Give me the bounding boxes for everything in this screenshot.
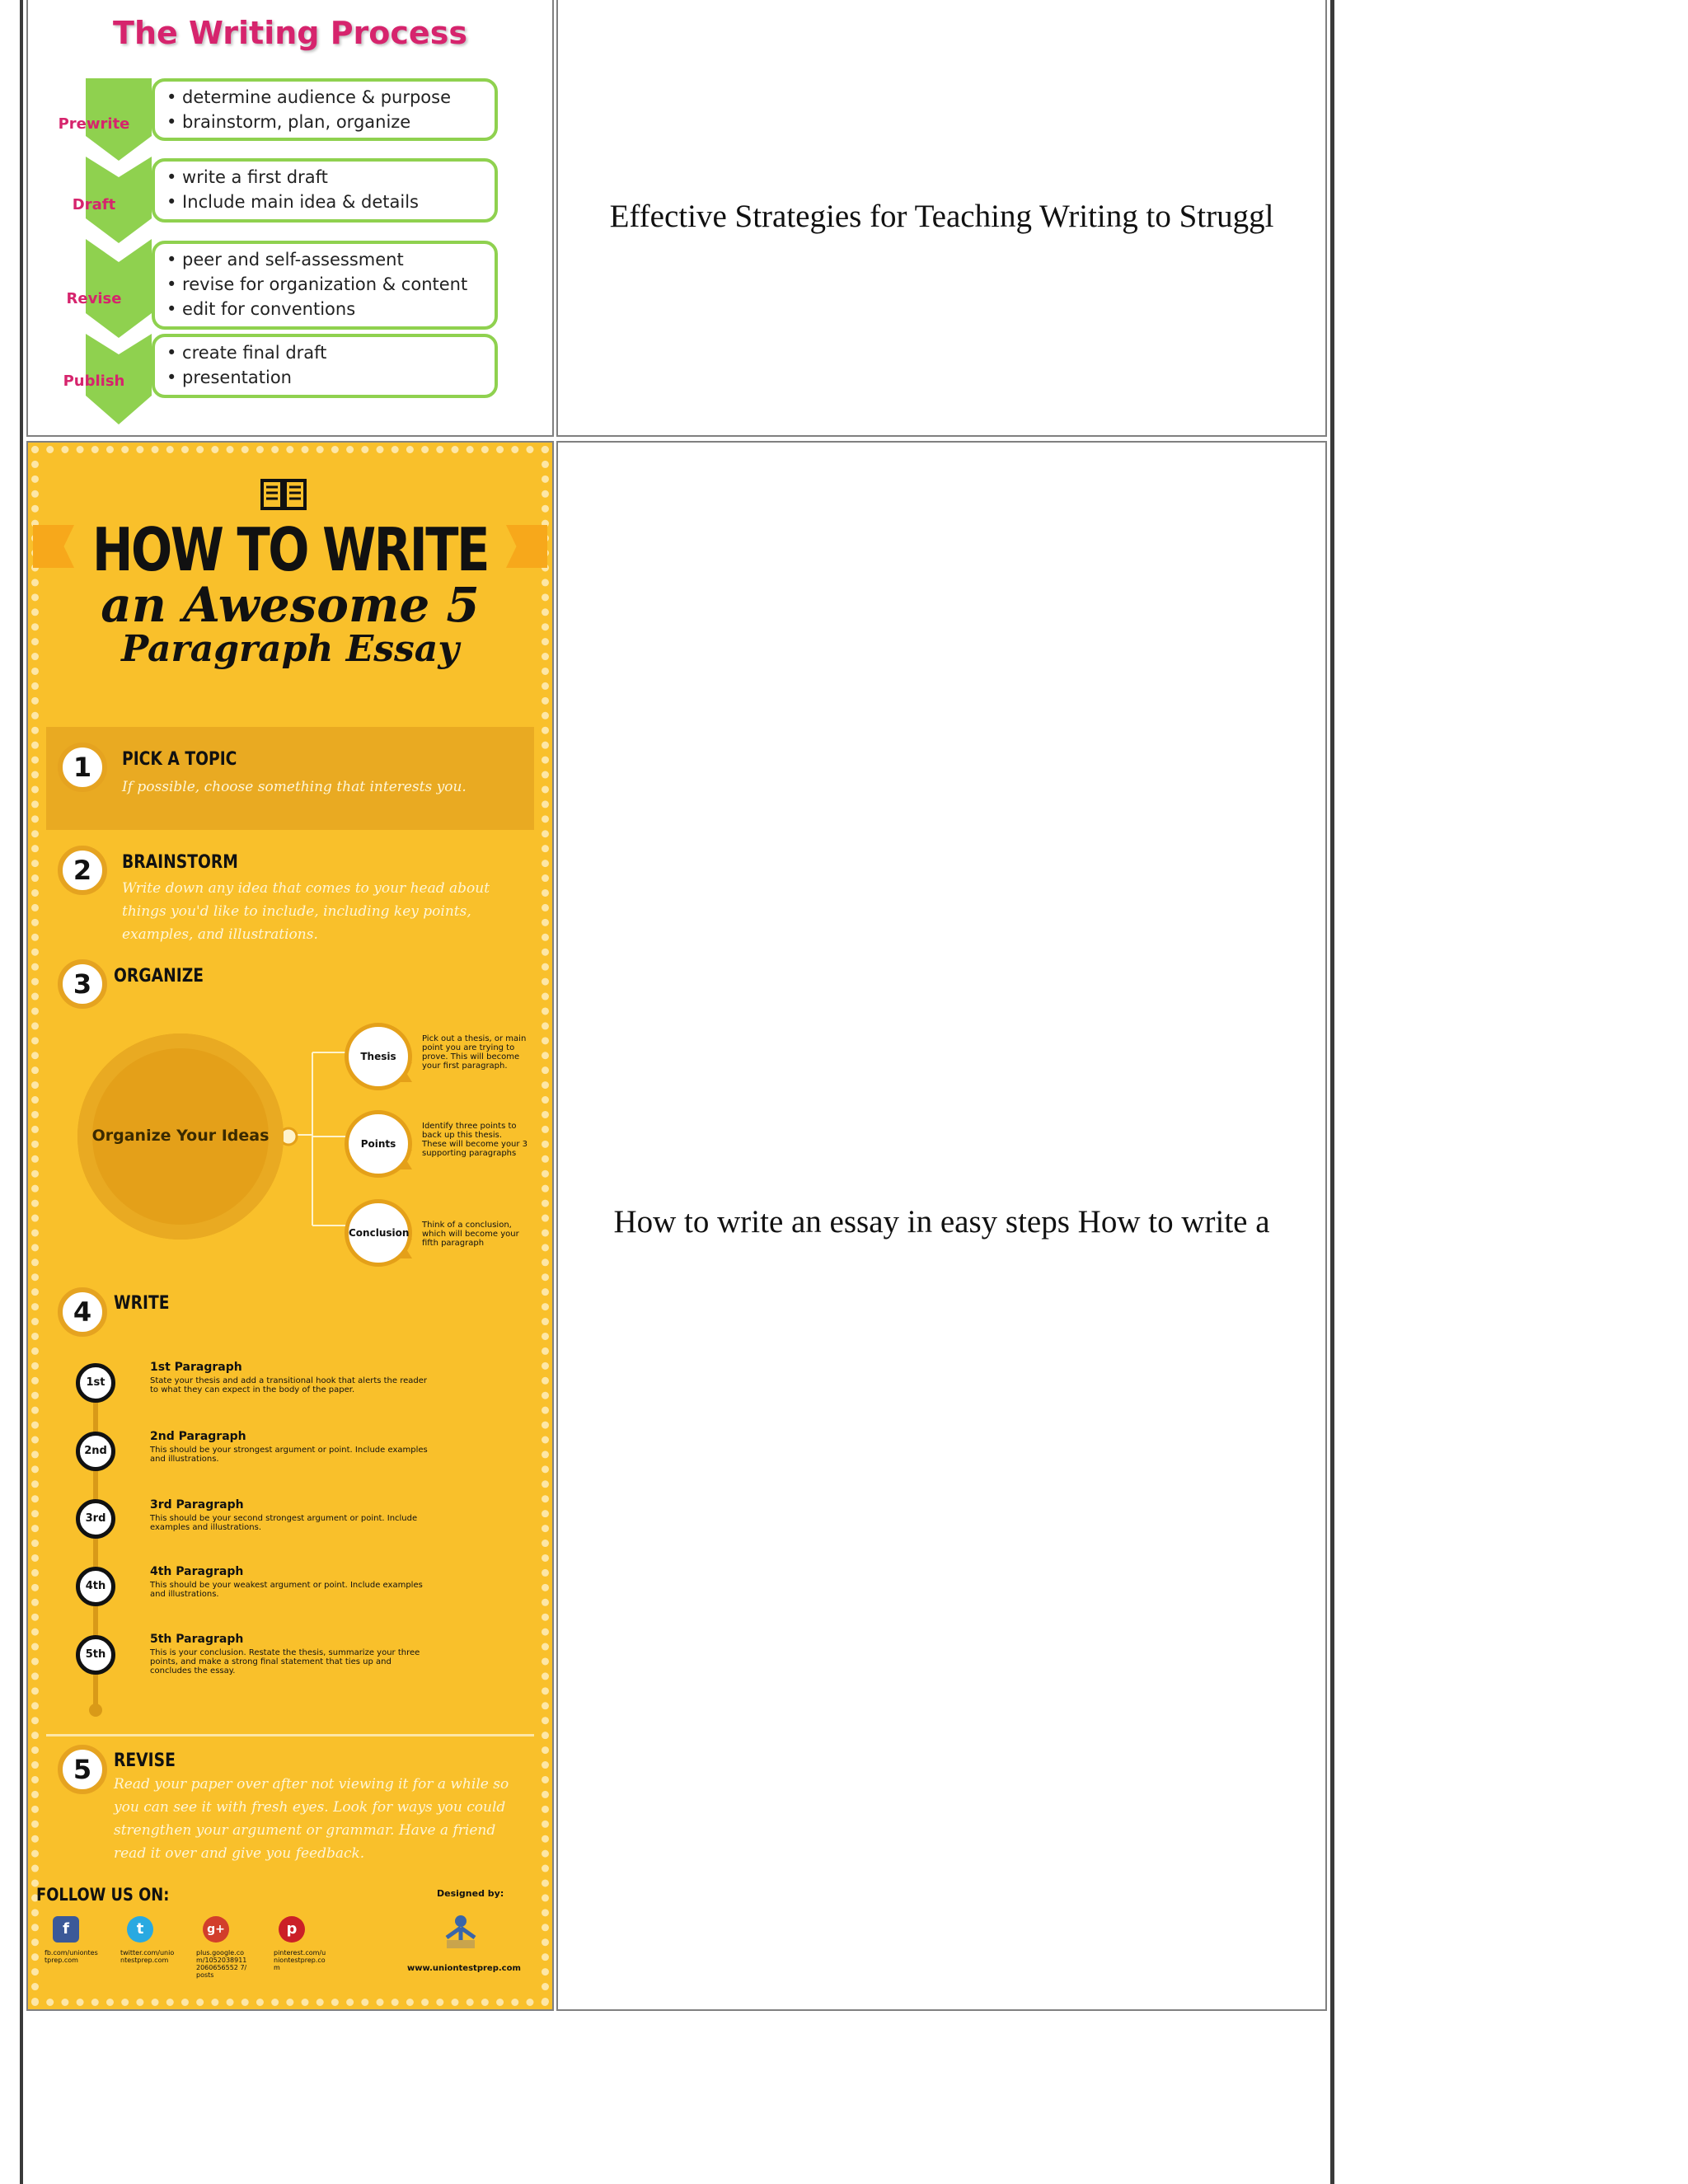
bullet: • revise for organization & content (166, 274, 468, 294)
writing-process-title: The Writing Process (113, 15, 467, 51)
paragraph-5-title: 5th Paragraph (150, 1633, 244, 1646)
table-cell-caption-1 (556, 0, 1327, 437)
step-2-title: BRAINSTORM (122, 852, 238, 873)
infographic-title: HOW TO WRITE (92, 515, 488, 584)
stage-label-revise: Revise (66, 290, 122, 307)
step-5-badge: 5 (58, 1745, 107, 1794)
facebook-icon[interactable]: f (53, 1916, 79, 1943)
paragraph-1-badge: 1st (76, 1363, 115, 1403)
paragraph-5-badge: 5th (76, 1635, 115, 1675)
step-1-badge: 1 (58, 743, 107, 792)
table-cell-essay-infographic (26, 441, 554, 2011)
paragraph-4-badge: 4th (76, 1567, 115, 1606)
stage-box-publish (152, 334, 498, 398)
image-caption: Effective Strategies for Teaching Writing to Struggl (609, 199, 1274, 234)
paragraph-1-text: State your thesis and add a transitional hook that alerts the reader to what they can expect in the body of the paper. (150, 1376, 428, 1394)
section-divider (46, 1734, 534, 1736)
step-3-title: ORGANIZE (114, 966, 204, 987)
bullet: • write a first draft (166, 167, 328, 187)
table-cell-writing-process-image (26, 0, 554, 437)
step-2-desc: Write down any idea that comes to your head about things you'd like to include, including key points, examples, and illustrations. (122, 880, 490, 943)
writing-process-graphic (28, 0, 552, 435)
twitter-icon[interactable]: t (127, 1916, 153, 1943)
paragraph-4-title: 4th Paragraph (150, 1565, 244, 1578)
stage-box-revise (152, 241, 498, 330)
open-book-icon (259, 476, 308, 512)
paragraph-5-text: This is your conclusion. Restate the thesis, summarize your three points, and make a strong final statement that ties up and concludes the essay. (150, 1648, 420, 1675)
stage-box-prewrite (152, 78, 498, 141)
bullet: • edit for conventions (166, 299, 356, 319)
pinterest-link-text[interactable]: pinterest.com/uniontestprep.com (274, 1949, 326, 1971)
follow-us-title: FOLLOW US ON: (36, 1885, 170, 1905)
stage-box-draft (152, 158, 498, 223)
pinterest-icon[interactable]: p (279, 1916, 305, 1943)
step-4-badge: 4 (58, 1287, 107, 1337)
step-5-title: REVISE (114, 1750, 176, 1771)
thesis-note: Pick out a thesis, or main point you are trying to prove. This will become your first paragraph. (422, 1034, 527, 1071)
paragraph-2-title: 2nd Paragraph (150, 1430, 246, 1443)
organize-center-label: Organize Your Ideas (91, 1127, 270, 1145)
page-border-left (20, 0, 23, 2184)
essay-infographic (28, 443, 552, 2009)
bullet: • create final draft (166, 343, 327, 363)
twitter-link-text[interactable]: twitter.com/uniontestprep.com (120, 1949, 175, 1964)
step-3-badge: 3 (58, 959, 107, 1009)
step-2-badge: 2 (58, 846, 107, 895)
table-cell-caption-2 (556, 441, 1327, 2011)
infographic-subtitle-1: an Awesome 5 (101, 577, 480, 633)
stage-label-draft: Draft (72, 196, 116, 213)
facebook-link-text[interactable]: fb.com/uniontestprep.com (45, 1949, 98, 1964)
conclusion-note: Think of a conclusion, which will become your fifth paragraph (422, 1221, 519, 1248)
thesis-node: Thesis (345, 1023, 412, 1090)
uniontestprep-logo-icon (440, 1913, 481, 1951)
points-node: Points (345, 1110, 412, 1178)
step-1-desc: If possible, choose something that interests you. (122, 779, 467, 795)
paragraph-3-badge: 3rd (76, 1499, 115, 1539)
paragraph-1-title: 1st Paragraph (150, 1361, 242, 1374)
stage-label-prewrite: Prewrite (58, 115, 130, 133)
step-4-title: WRITE (114, 1293, 170, 1314)
website-url: www.uniontestprep.com (407, 1964, 521, 1973)
points-note: Identify three points to back up this thesis. These will become your 3 supporting paragraphs (422, 1122, 528, 1158)
conclusion-node: Conclusion (345, 1199, 412, 1267)
google-plus-link-text[interactable]: plus.google.com/10520389112060656552 7/posts (196, 1949, 247, 1979)
stage-label-publish: Publish (63, 373, 125, 390)
paragraph-3-text: This should be your second strongest argument or point. Include examples and illustrations. (150, 1514, 418, 1532)
google-plus-icon[interactable]: g+ (203, 1916, 229, 1943)
paragraph-2-text: This should be your strongest argument or point. Include examples and illustrations. (150, 1446, 428, 1464)
infographic-subtitle-2: Paragraph Essay (121, 628, 459, 670)
bullet: • peer and self-assessment (166, 250, 404, 269)
designed-by-label: Designed by: (437, 1888, 504, 1899)
timeline-end-dot (89, 1704, 102, 1717)
paragraph-4-text: This should be your weakest argument or point. Include examples and illustrations. (150, 1581, 423, 1599)
bullet: • presentation (166, 368, 292, 387)
paragraph-3-title: 3rd Paragraph (150, 1498, 244, 1511)
step-5-desc: Read your paper over after not viewing it for a while so you can see it with fresh eyes. Look for ways you could strengthen your argument or grammar. Have a friend read it over and give you feedback. (114, 1776, 509, 1862)
step-1-title: PICK A TOPIC (122, 749, 237, 770)
image-caption: How to write an essay in easy steps How to write a (613, 1204, 1270, 1240)
bullet: • determine audience & purpose (166, 87, 452, 107)
bullet: • brainstorm, plan, organize (166, 112, 411, 132)
page-border-right (1330, 0, 1334, 2184)
bullet: • Include main idea & details (166, 192, 419, 212)
paragraph-2-badge: 2nd (76, 1432, 115, 1471)
